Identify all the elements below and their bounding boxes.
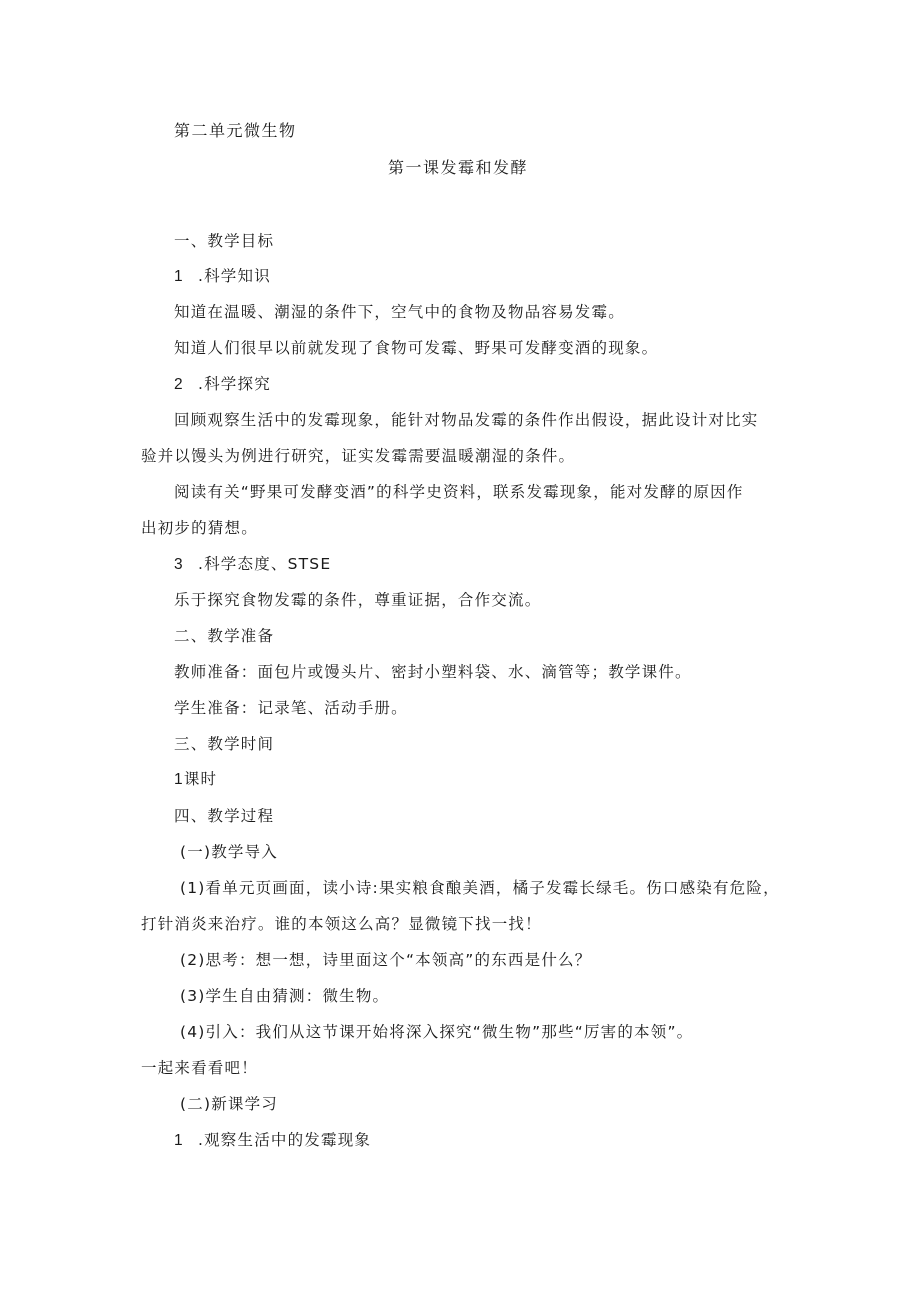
- part-heading-intro: (一)教学导入: [180, 843, 278, 861]
- subheading-label: .观察生活中的发霉现象: [197, 1131, 372, 1149]
- subheading-inquiry: [174, 374, 271, 395]
- subheading-number: 3: [174, 556, 184, 573]
- subheading-label: .科学知识: [197, 267, 271, 285]
- lesson-title: 第一课发霉和发酵: [388, 158, 529, 177]
- subheading-attitude: [174, 554, 331, 575]
- subheading-observe: [174, 1130, 371, 1151]
- class-hours: 1课时: [174, 771, 218, 788]
- unit-title: 第二单元微生物: [174, 121, 297, 140]
- subheading-label: .科学探究: [197, 375, 271, 393]
- paragraph-line: 阅读有关“野果可发酵变酒”的科学史资料，联系发霉现象，能对发酵的原因作: [174, 483, 744, 501]
- intro-item: (3)学生自由猜测：微生物。: [180, 987, 390, 1005]
- section-heading-preparation: 二、教学准备: [174, 627, 275, 645]
- subheading-knowledge: [174, 266, 271, 287]
- paragraph: 知道人们很早以前就发现了食物可发霉、野果可发酵变酒的现象。: [174, 339, 659, 357]
- subheading-label: .科学态度、STSE: [197, 555, 332, 573]
- student-preparation: 学生准备：记录笔、活动手册。: [174, 699, 408, 717]
- section-heading-objectives: 一、教学目标: [174, 232, 275, 250]
- paragraph-line: 出初步的猜想。: [141, 519, 258, 537]
- paragraph: 知道在温暖、潮湿的条件下，空气中的食物及物品容易发霉。: [174, 303, 625, 321]
- section-heading-time: 三、教学时间: [174, 735, 275, 753]
- paragraph-line: 回顾观察生活中的发霉现象，能针对物品发霉的条件作出假设，据此设计对比实: [174, 411, 759, 429]
- intro-item-line: (1)看单元页画面，读小诗:果实粮食酿美酒，橘子发霉长绿毛。伤口感染有危险，: [180, 879, 780, 897]
- paragraph-line: 验并以馒头为例进行研究，证实发霉需要温暖潮湿的条件。: [141, 447, 576, 465]
- subheading-number: 2: [174, 376, 184, 393]
- subheading-number: 1: [174, 268, 184, 285]
- intro-item-line: (4)引入：我们从这节课开始将深入探究“微生物”那些“厉害的本领”。: [180, 1023, 694, 1041]
- section-heading-process: 四、教学过程: [174, 807, 275, 825]
- part-heading-new-lesson: (二)新课学习: [180, 1095, 278, 1113]
- teacher-preparation: 教师准备：面包片或馒头片、密封小塑料袋、水、滴管等；教学课件。: [174, 663, 692, 681]
- subheading-number: 1: [174, 1132, 184, 1149]
- intro-item-line: 打针消炎来治疗。谁的本领这么高？显微镜下找一找！: [141, 915, 542, 933]
- paragraph: 乐于探究食物发霉的条件，尊重证据，合作交流。: [174, 591, 542, 609]
- intro-item-line: 一起来看看吧！: [141, 1059, 258, 1077]
- intro-item: (2)思考：想一想，诗里面这个“本领高”的东西是什么？: [180, 951, 592, 969]
